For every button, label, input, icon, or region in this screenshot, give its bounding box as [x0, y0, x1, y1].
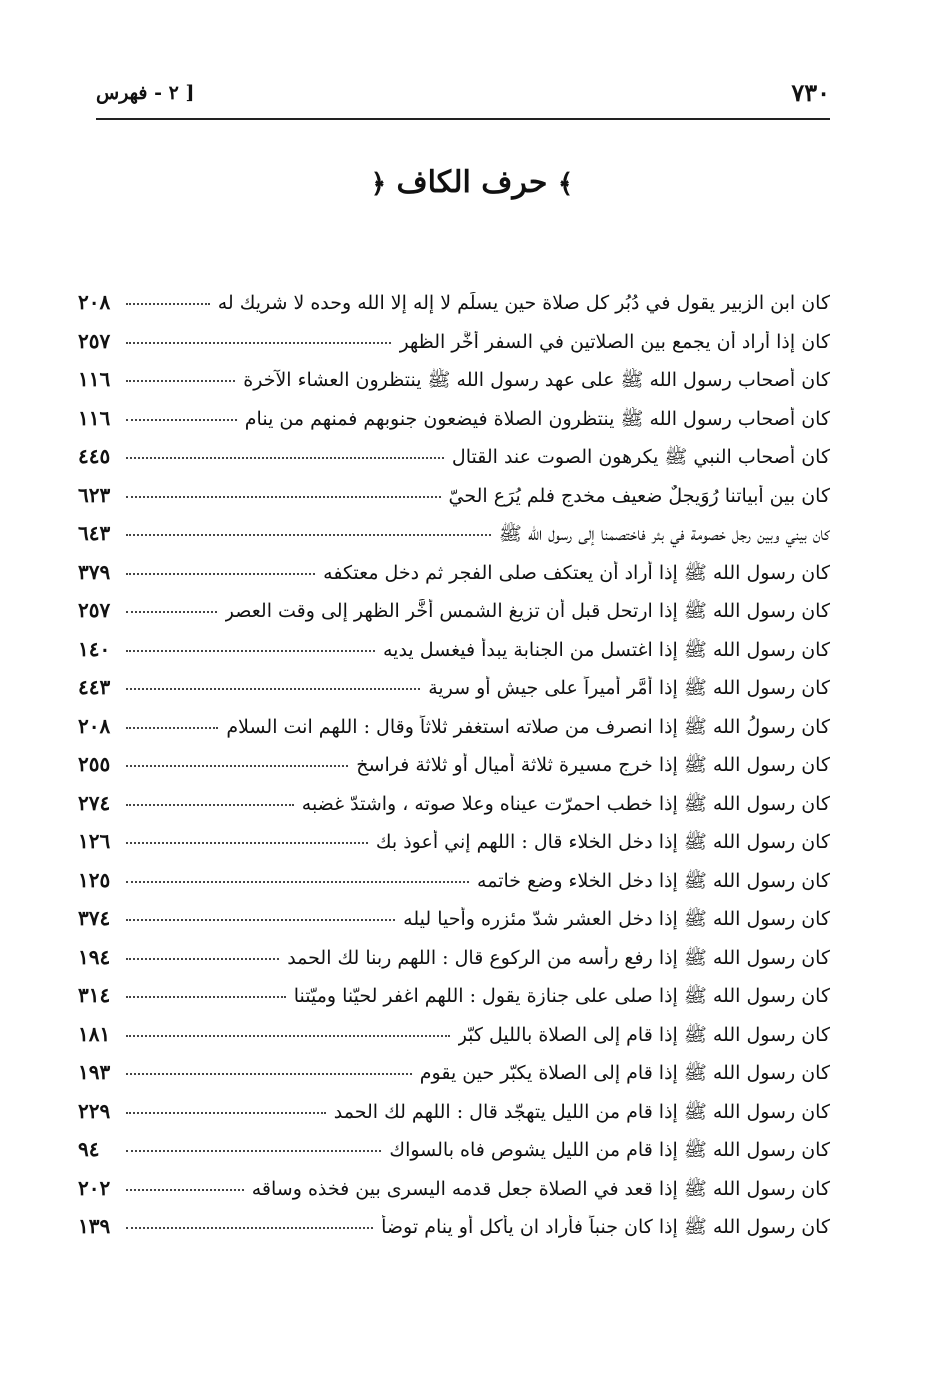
- entry-text: كان بين أبياتنا رُوَيجلٌ ضعيف مخدج فلم يُرَع الحيّ: [448, 484, 830, 507]
- index-entry: [78, 1060, 830, 1099]
- dot-leader: [126, 765, 348, 767]
- dot-leader: [126, 380, 235, 382]
- entry-text: كان أصحاب رسول الله ﷺ على عهد رسول الله ﷺ ينتظرون العشاء الآخرة: [243, 369, 830, 391]
- chapter-title: حرف الكاف: [396, 165, 548, 200]
- index-entry: [78, 752, 830, 791]
- page-number: ٧٣٠: [791, 78, 830, 107]
- index-entry: [78, 983, 830, 1022]
- ornament-left-icon: ﴿: [370, 169, 387, 199]
- entry-text: كان رسول الله ﷺ إذا قام إلى الصلاة يكبّر حين يقوم: [419, 1062, 830, 1084]
- dot-leader: [126, 881, 469, 883]
- entry-page-number: ١٩٤: [78, 944, 111, 969]
- dot-leader: [126, 534, 491, 536]
- ornament-right-icon: ﴾: [557, 169, 574, 199]
- entry-page-number: ٢٠٨: [78, 713, 111, 738]
- dot-leader: [126, 1073, 412, 1075]
- dot-leader: [126, 419, 237, 421]
- index-entry: [78, 367, 830, 406]
- index-entry: [78, 1137, 830, 1176]
- dot-leader: [126, 1189, 244, 1191]
- entry-page-number: ٢٥٧: [78, 328, 111, 353]
- entry-text: كان رسول الله ﷺ إذا دخل الخلاء وضع خاتمه: [477, 869, 830, 892]
- entry-page-number: ١٩٣: [78, 1060, 111, 1084]
- entry-text: كان رسولُ الله ﷺ إذا انصرف من صلاته استغفر ثلاثاً وقال : اللهم انت السلام: [226, 715, 830, 738]
- entry-text: كان رسول الله ﷺ إذا رفع رأسه من الركوع قال : اللهم ربنا لك الحمد: [287, 946, 830, 969]
- index-entry: [78, 1214, 830, 1253]
- dot-leader: [126, 727, 218, 729]
- entry-page-number: ٦٤٣: [78, 521, 111, 545]
- entry-page-number: ١١٦: [78, 367, 111, 391]
- dot-leader: [126, 958, 279, 960]
- index-entry: [78, 791, 830, 830]
- entry-text: كان رسول الله ﷺ إذا دخل العشر شدّ مئزره وأحيا ليله: [403, 908, 830, 930]
- dot-leader: [126, 1112, 326, 1114]
- entry-text: كان رسول الله ﷺ إذا دخل الخلاء قال : اللهم إني أعوذ بك: [375, 831, 830, 853]
- dot-leader: [126, 804, 294, 806]
- index-entry: [78, 406, 830, 445]
- entry-page-number: ١٢٦: [78, 829, 111, 853]
- dot-leader: [126, 573, 315, 575]
- entry-page-number: ٢٥٥: [78, 752, 111, 776]
- entry-page-number: ٢٧٤: [78, 790, 111, 815]
- dot-leader: [126, 303, 210, 305]
- entry-page-number: ١٢٥: [78, 867, 111, 892]
- index-entries: [78, 290, 830, 1253]
- dot-leader: [126, 842, 368, 844]
- dot-leader: [126, 457, 444, 459]
- entry-page-number: ١٤٠: [78, 636, 111, 661]
- running-header: [96, 78, 830, 114]
- dot-leader: [126, 1035, 450, 1037]
- dot-leader: [126, 996, 286, 998]
- entry-page-number: ١١٦: [78, 405, 111, 430]
- index-entry: [78, 829, 830, 868]
- entry-text: كان رسول الله ﷺ إذا أراد أن يعتكف صلى الفجر ثم دخل معتكفه: [323, 561, 830, 584]
- dot-leader: [126, 650, 375, 652]
- entry-text: كان رسول الله ﷺ إذا خرج مسيرة ثلاثة أميال أو ثلاثة فراسخ: [356, 754, 830, 776]
- dot-leader: [126, 1150, 381, 1152]
- index-entry: [78, 598, 830, 637]
- section-title: [ ٢ - فهرس: [96, 82, 195, 104]
- index-entry: [78, 906, 830, 945]
- entry-text: كان رسول الله ﷺ إذا قام من الليل يشوص فاه بالسواك: [389, 1139, 830, 1161]
- entry-text: كان رسول الله ﷺ إذا ارتحل قبل أن تزيغ الشمس أخَّر الظهر إلى وقت العصر: [224, 600, 830, 622]
- entry-text: كان رسول الله ﷺ إذا خطب احمرّت عيناه وعلا صوته ، واشتدّ غضبه: [301, 792, 830, 815]
- index-entry: [78, 675, 830, 714]
- entry-page-number: ٢٥٧: [78, 598, 111, 622]
- index-entry: [78, 1099, 830, 1138]
- header-rule: [96, 118, 830, 120]
- entry-text: كان ابن الزبير يقول في دُبُر كل صلاة حين يسلِّم لا إله إلا الله وحده لا شريك له: [217, 292, 830, 314]
- entry-page-number: ٤٤٥: [78, 444, 111, 468]
- entry-page-number: ٤٤٣: [78, 675, 111, 699]
- entry-page-number: ٦٢٣: [78, 482, 111, 507]
- index-entry: [78, 290, 830, 329]
- entry-text: كان رسول الله ﷺ إذا قام من الليل يتهجّد قال : اللهم لك الحمد: [333, 1100, 830, 1123]
- entry-page-number: ٩٤: [78, 1137, 100, 1161]
- index-entry: [78, 560, 830, 599]
- entry-page-number: ٢٠٨: [78, 290, 111, 314]
- index-entry: [78, 444, 830, 483]
- entry-text: كان رسول الله ﷺ إذا قام إلى الصلاة بالليل كبّر: [457, 1023, 830, 1046]
- dot-leader: [126, 496, 441, 498]
- chapter-heading: [0, 165, 944, 200]
- index-entry: [78, 329, 830, 368]
- entry-text: كان أصحاب النبي ﷺ يكرهون الصوت عند القتال: [451, 446, 830, 468]
- entry-text: كان رسول الله ﷺ إذا صلى على جنازة يقول : اللهم اغفر لحيّنا وميّتنا: [293, 985, 830, 1007]
- entry-text: كان رسول الله ﷺ إذا أمَّر أميراً على جيش أو سرية: [428, 677, 830, 699]
- entry-text: كان بيني وبين رجل خصومة في بئر فاختصمنا إلى رسول الله ﷺ: [498, 523, 830, 545]
- index-entry: [78, 1022, 830, 1061]
- entry-page-number: ٢٠٢: [78, 1175, 111, 1200]
- entry-text: كان رسول الله ﷺ إذا قعد في الصلاة جعل قدمه اليسرى بين فخذه وساقه: [251, 1177, 830, 1200]
- index-entry: [78, 868, 830, 907]
- dot-leader: [126, 1227, 373, 1229]
- entry-text: كان إذا أراد أن يجمع بين الصلاتين في السفر أخَّر الظهر: [399, 330, 830, 353]
- entry-page-number: ٣٧٩: [78, 559, 111, 584]
- index-entry: [78, 483, 830, 522]
- entry-text: كان رسول الله ﷺ إذا اغتسل من الجنابة يبدأ فيغسل يديه: [382, 638, 830, 661]
- entry-text: كان أصحاب رسول الله ﷺ ينتظرون الصلاة فيضعون جنوبهم فمنهم من ينام: [244, 407, 830, 430]
- entry-text: كان رسول الله ﷺ إذا كان جنباً فأراد ان يأكل أو ينام توضأ: [381, 1216, 830, 1238]
- dot-leader: [126, 342, 391, 344]
- dot-leader: [126, 611, 217, 613]
- index-entry: [78, 714, 830, 753]
- entry-page-number: ٣٧٤: [78, 906, 111, 930]
- index-entry: [78, 637, 830, 676]
- dot-leader: [126, 688, 420, 690]
- entry-page-number: ١٨١: [78, 1021, 111, 1046]
- index-entry: [78, 945, 830, 984]
- index-entry: [78, 521, 830, 560]
- entry-page-number: ٣١٤: [78, 983, 111, 1007]
- dot-leader: [126, 919, 395, 921]
- entry-page-number: ٢٢٩: [78, 1098, 111, 1123]
- index-entry: [78, 1176, 830, 1215]
- entry-page-number: ١٣٩: [78, 1214, 111, 1238]
